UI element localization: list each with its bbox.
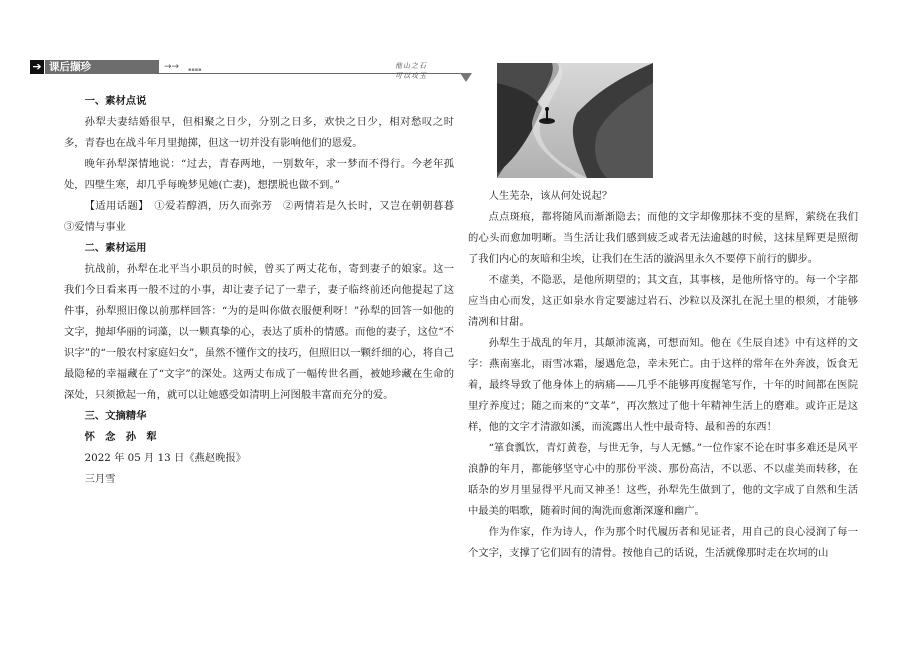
river-boat-photo	[497, 63, 653, 178]
paragraph: “箪食瓢饮，青灯黄卷，与世无争，与人无憾。”一位作家不论在时事多难还是风平浪静的年月，都能够坚守心中的那份平淡、那份高洁，不以恶、不以虚美而转移，在聒杂的岁月里显得平凡而又神圣！这些，孙犁先生做到了，他的文字成了自然和生活中最美的唱歌，随着时间的淘洗而愈渐深邃和幽广。	[468, 442, 858, 517]
triangle-icon	[460, 73, 472, 82]
paragraph: 点点斑痕，都将随风而渐渐隐去；而他的文字却像那抹不变的星辉，萦绕在我们的心头而愈加明晰。当生活让我们感到疲乏或者无法逾越的时候，这抹星辉更是照彻了我们内心的灰暗和尘埃，让我们在生活的漩涡里永久不要停下前行的脚步。	[468, 211, 858, 265]
article-author: 三月雪	[84, 473, 116, 485]
heading-material-explain: 一、素材点说	[84, 95, 147, 107]
left-column	[64, 91, 465, 490]
paragraph: 人生芜杂，该从何处说起？	[488, 190, 613, 202]
section-banner	[30, 60, 442, 82]
section-title: 课后撷珍	[45, 60, 159, 74]
article-source: 2022 年 05 月 13 日《燕赵晚报》	[84, 452, 247, 464]
paragraph: 孙犁生于战乱的年月，其颠沛流离，可想而知。他在《生辰自述》中有这样的文字：燕南塞北，雨雪冰霜，屡遇危急，幸未死亡。由于这样的常年在外奔波，饭食无着，最终导致了他身体上的病痛——几乎不能够再度握笔写作，十年的时间都在医院里疗养度过；随之而来的“文革”，再次熬过了他十年精神生活上的磨难。或许正是这样，他的文字才清澈如溪，而流露出人性中最奇特、最和善的东西！	[468, 337, 858, 433]
right-column	[468, 186, 858, 564]
banner-motto: 他山之石 可以攻玉	[395, 62, 435, 80]
heading-material-use: 二、素材运用	[84, 242, 147, 254]
paragraph: 不虚美，不隐恶，是他所期望的；其文直，其事核，是他所恪守的。每一个字都应当由心而发，这正如泉水肯定要滤过岩石、沙粒以及深扎在泥土里的根须，才能够清冽和甘甜。	[468, 274, 858, 328]
paragraph: 抗战前，孙犁在北平当小职员的时候，曾买了两丈花布，寄到妻子的娘家。这一我们今日看来再一般不过的小事，却让妻子记了一辈子，妻子临终前还向他提起了这件事，孙犁照旧像以前那样回答：“为的是叫你做衣服便利呀！”孙犁的回答一如他的文字，抛却华丽的词藻，以一颗真挚的心，表达了质朴的情感。而他的妻子，这位“不识字”的“一般农村家庭妇女”，虽然不懂作文的技巧，但照旧以一颗纤细的心，将自己最隐秘的幸福藏在了“文字”的深处。这两丈布成了一幅传世名画，被她珍藏在生命的深处，只须掀起一角，就可以让她感受如清明上河图般丰富而充分的爱。	[64, 263, 454, 401]
dots-decoration: ▪▪▪▪	[188, 67, 202, 73]
topic-line: 【适用话题】 ①爱若醇酒，历久而弥芳 ②两情若是久长时，又岂在朝朝暮暮 ③爱情与事业	[64, 200, 465, 233]
heading-excerpt: 三、文摘精华	[84, 410, 147, 422]
double-arrow-icon: →→	[164, 62, 180, 72]
paragraph: 孙犁夫妻结婚很早，但相聚之日少，分别之日多，欢快之日少，相对愁叹之时多，青春也在战斗年月里抛掷，但这一切并没有影响他们的恩爱。	[64, 116, 454, 149]
article-title: 怀 念 孙 犁	[84, 431, 157, 443]
paragraph: 晚年孙犁深情地说：“过去，青春两地，一别数年，求一梦而不得行。今老年孤处，四壁生寒，却几乎每晚梦见她(亡妻)，想摆脱也做不到。”	[64, 158, 454, 191]
paragraph: 作为作家，作为诗人，作为那个时代履历者和见证者，用自己的良心浸润了每一个文字，支撑了它们固有的清骨。按他自己的话说，生活就像那时走在坎坷的山	[468, 526, 858, 559]
arrow-icon: ➔	[30, 60, 44, 74]
